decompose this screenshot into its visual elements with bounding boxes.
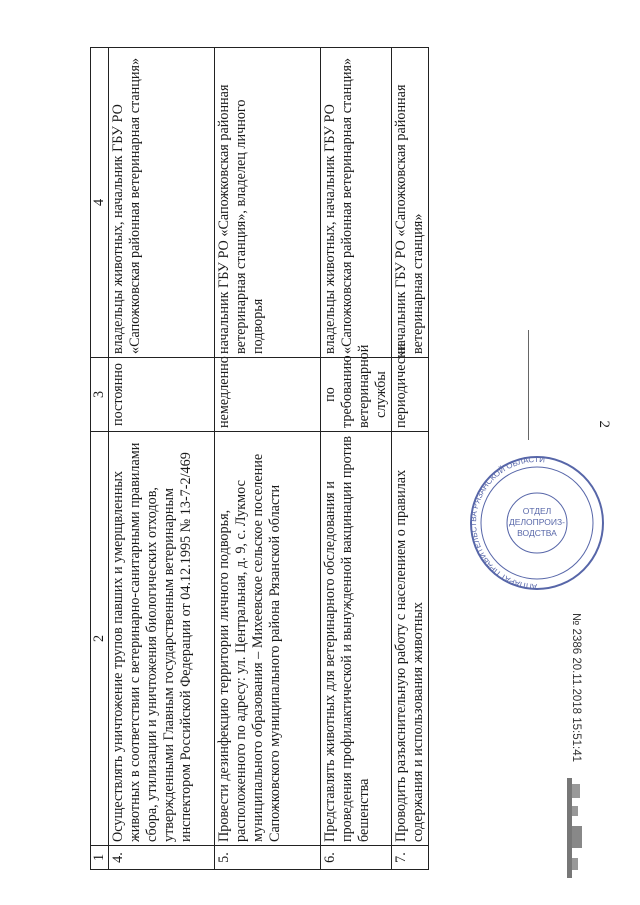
measure-text: Провести дезинфекцию территории личного подворья, расположенного по адресу: ул. Центральная, д. 9, с. Лукмос муниципального образования – Михеевское сельское поселение Сапожковского муниципального района Рязанской области	[215, 432, 321, 846]
stamp-line-3: ВОДСТВА	[517, 528, 557, 538]
deadline-text: постоянно	[109, 358, 215, 432]
table-row	[392, 48, 429, 870]
responsible-text: начальник ГБУ РО «Сапожковская районная ветеринарная станция», владелец личного подворья	[215, 48, 321, 358]
measures-table	[90, 47, 429, 870]
deadline-text: периодически	[392, 358, 429, 432]
column-number-2: 2	[91, 432, 109, 846]
column-number-1: 1	[91, 846, 109, 870]
responsible-text: владельцы животных, начальник ГБУ РО «Сапожковская районная ветеринарная станция»	[109, 48, 215, 358]
deadline-text: немедленно	[215, 358, 321, 432]
row-number: 5.	[215, 846, 321, 870]
column-number-3: 3	[91, 358, 109, 432]
responsible-text: начальник ГБУ РО «Сапожковская районная ветеринарная станция»	[392, 48, 429, 358]
row-number: 7.	[392, 846, 429, 870]
measure-text: Проводить разъяснительную работу с населением о правилах содержания и использования животных	[392, 432, 429, 846]
row-number: 4.	[109, 846, 215, 870]
column-number-4: 4	[91, 48, 109, 358]
deadline-text: по требованию ветеринарной службы	[321, 358, 392, 432]
stamp-graphic	[462, 448, 612, 598]
table-row	[215, 48, 321, 870]
table-row	[321, 48, 392, 870]
measure-text: Осуществлять уничтожение трупов павших и умерщвленных животных в соответствии с ветеринарно-санитарными правилами сбора, утилизации и уничтожения биологических отходов, утвержденными Главным государственным ветеринарным инспектором Российской Федерации от 04.12.1995 № 13-7-2/469	[109, 432, 215, 846]
table-header-row	[91, 48, 109, 870]
page-number: 2	[596, 420, 612, 428]
registration-number: № 2386 20.11.2018 15:51:41	[570, 613, 582, 762]
stamp-line-2: ДЕЛОПРОИЗ-	[509, 517, 565, 527]
stamp-line-1: ОТДЕЛ	[522, 506, 552, 516]
office-logo	[560, 776, 590, 880]
registration-stamp	[462, 448, 612, 598]
stamp-ring-text: АППАРАТ ПРАВИТЕЛЬСТВА РЯЗАНСКОЙ ОБЛАСТИ	[469, 454, 546, 592]
table-row	[109, 48, 215, 870]
responsible-text: владельцы животных, начальник ГБУ РО «Сапожковская районная ветеринарная станция»	[321, 48, 392, 358]
rotated-page	[60, 30, 620, 880]
row-number: 6.	[321, 846, 392, 870]
signature-line	[528, 330, 529, 440]
measure-text: Представлять животных для ветеринарного обследования и проведения профилактической и вынужденной вакцинации против бешенства	[321, 432, 392, 846]
